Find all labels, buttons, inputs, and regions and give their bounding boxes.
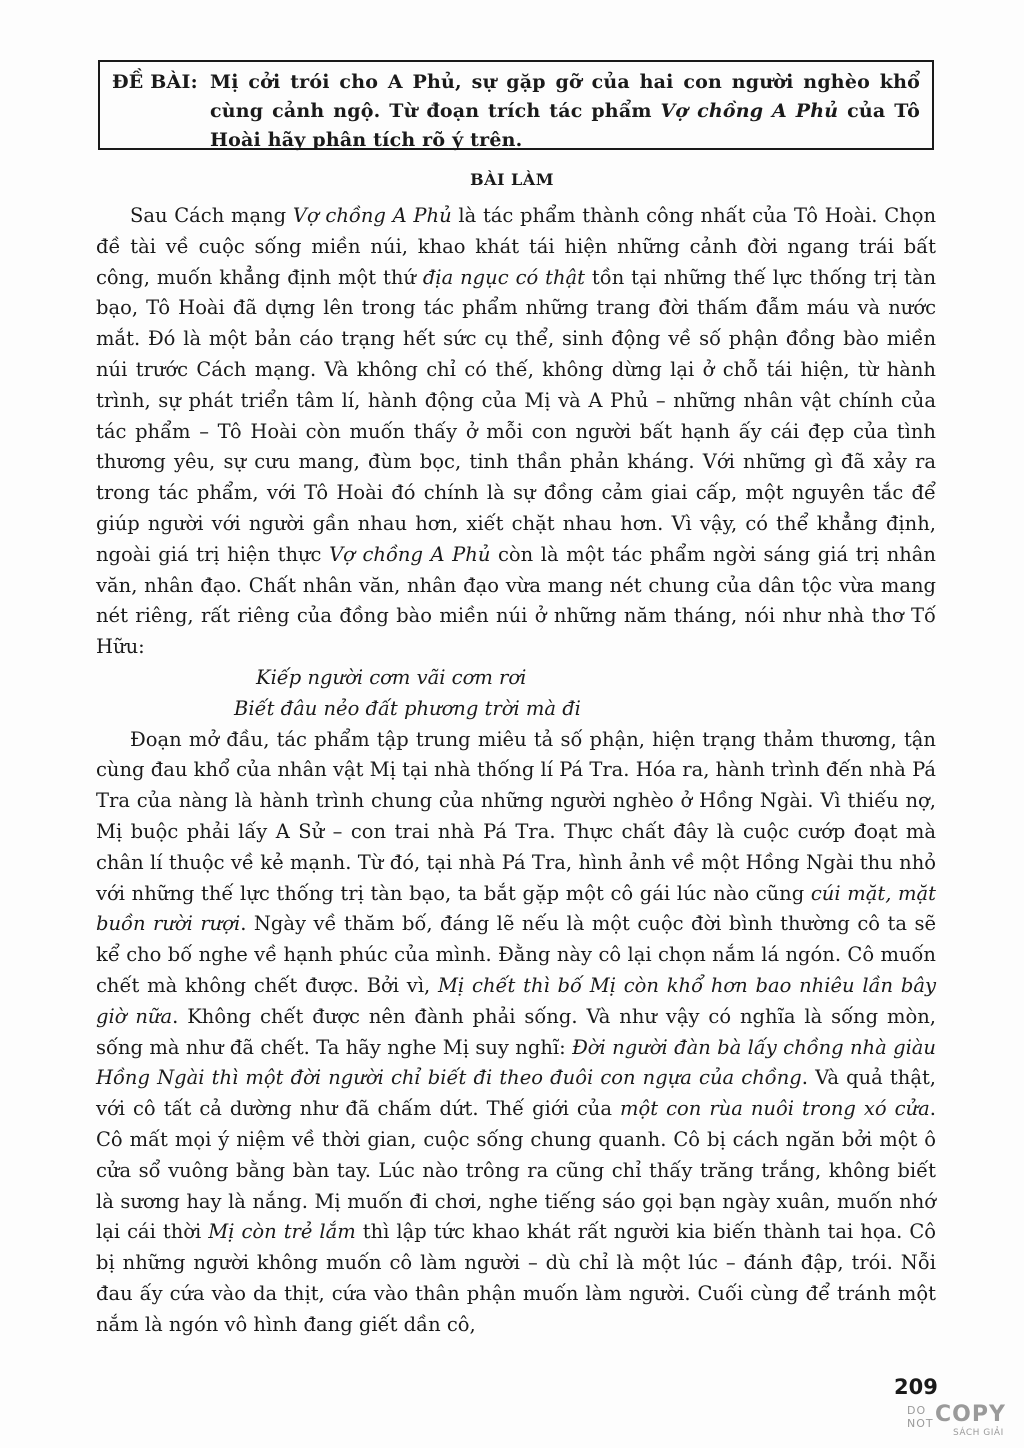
italic-run: Mị chết thì bố Mị còn khổ hơn bao nhiêu lần bây giờ nữa xyxy=(96,973,936,1028)
italic-run: cúi mặt, mặt buồn rười rượi xyxy=(96,881,936,936)
essay-heading: BÀI LÀM xyxy=(470,170,554,189)
watermark-logo xyxy=(905,1404,1015,1444)
watermark-copy: COPY xyxy=(935,1402,1006,1427)
text-run: thì lập tức khao khát rất người kia biến thành tai họa. Cô bị những người không muốn cô làm người – dù chỉ là một lúc – đánh đập, trói. Nỗi đau ấy cứa vào da thịt, cứa vào thân phận muốn làm người. Cuối cùng để tránh một nắm là ngón vô hình đang giết dần cô, xyxy=(96,1220,936,1336)
text-run: tồn tại những thế lực thống trị tàn bạo, Tô Hoài đã dựng lên trong tác phẩm những trang đời thấm đẫm máu và nước mắt. Đó là một bản cáo trạng hết sức cụ thể, sinh động về số phận đồng bào miền núi trước Cách mạng. Và không chỉ có thế, không dừng lại ở chỗ tái hiện, từ hành trình, sự phát triển tâm lí, hành động của Mị và A Phủ – những nhân vật chính của tác phẩm – Tô Hoài còn muốn thấy ở mỗi con người bất hạnh ấy cái đẹp của tình thương yêu, sự cưu mang, đùm bọc, tinh thần phản kháng. Với những gì đã xảy ra trong tác phẩm, với Tô Hoài đó chính là sự đồng cảm giai cấp, một nguyên tắc để giúp người với người gần nhau hơn, xiết chặt nhau hơn. Vì vậy, có thể khẳng định, ngoài giá trị hiện thực xyxy=(96,265,937,566)
watermark-brand: SÁCH GIẢI xyxy=(953,1428,1004,1438)
assignment-work-title: Vợ chồng A Phủ xyxy=(660,100,839,122)
page-number: 209 xyxy=(894,1375,938,1399)
text-run: Sau Cách mạng xyxy=(130,204,293,227)
text-run: . Cô mất mọi ý niệm về thời gian, cuộc sống chung quanh. Cô bị cách ngăn bởi một ô cửa sổ vuông bằng bàn tay. Lúc nào trông ra cũng chỉ thấy trăng trắng, không biết là sương hay là nắng. Mị muốn đi chơi, nghe tiếng sáo gọi bạn ngày xuân, muốn nhớ lại cái thời xyxy=(96,1097,936,1244)
text-run: là tác phẩm thành công nhất của Tô Hoài. Chọn đề tài về cuộc sống miền núi, khao khát tái hiện những cảnh đời ngang trái bất công, muốn khẳng định một thứ xyxy=(96,204,937,289)
italic-run: Vợ chồng A Phủ xyxy=(292,204,452,227)
watermark-not: NOT xyxy=(907,1417,934,1430)
text-run: . Ngày về thăm bố, đáng lẽ nếu là một cuộc đời bình thường cô ta sẽ kể cho bố nghe về hạnh phúc của mình. Đằng này cô lại chọn nắm lá ngón. Cô muốn chết mà không chết được. Bởi vì, xyxy=(96,912,936,997)
assignment-box xyxy=(98,60,934,150)
text-run: Đoạn mở đầu, tác phẩm tập trung miêu tả số phận, hiện trạng thảm thương, tận cùng đau khổ của nhân vật Mị tại nhà thống lí Pá Tra. Hóa ra, hành trình đến nhà Pá Tra của nàng là hành trình chung của những người nghèo ở Hồng Ngài. Vì thiếu nợ, Mị buộc phải lấy A Sử – con trai nhà Pá Tra. Thực chất đây là cuộc cướp đoạt mà chân lí thuộc về kẻ mạnh. Từ đó, tại nhà Pá Tra, hình ảnh về một Hồng Ngài thu nhỏ với những thế lực thống trị tàn bạo, ta bắt gặp một cô gái lúc nào cũng xyxy=(96,727,936,905)
verse-line-2: Biết đâu nẻo đất phương trời mà đi xyxy=(234,696,581,720)
italic-run: Mị còn trẻ lắm xyxy=(208,1220,356,1244)
essay-body xyxy=(96,201,936,1340)
assignment-text-part-2: của Tô Hoài hãy phân tích rõ ý trên. xyxy=(210,100,920,151)
italic-run: Vợ chồng A Phủ xyxy=(329,542,491,566)
text-run: . Không chết được nên đành phải sống. Và như vậy có nghĩa là sống mòn, sống mà như đã chết. Ta hãy nghe Mị suy nghĩ: xyxy=(96,1004,936,1059)
assignment-label: ĐỀ BÀI: xyxy=(112,71,198,93)
assignment-text xyxy=(210,68,920,155)
paragraph-analysis xyxy=(96,725,936,1341)
italic-run: Đời người đàn bà lấy chồng nhà giàu Hồng Ngài thì một đời người chỉ biết đi theo đuôi con ngựa của chồng xyxy=(96,1035,936,1090)
text-run: . Và quả thật, với cô tất cả dường như đã chấm dứt. Thế giới của xyxy=(96,1066,936,1121)
italic-run: địa ngục có thật xyxy=(422,265,586,289)
assignment-text-part-1: Mị cởi trói cho A Phủ, sự gặp gỡ của hai con người nghèo khổ cùng cảnh ngộ. Từ đoạn trích tác phẩm xyxy=(210,71,920,122)
paragraph-intro xyxy=(96,201,936,663)
text-run: còn là một tác phẩm ngời sáng giá trị nhân văn, nhân đạo. Chất nhân văn, nhân đạo vừa mang nét chung của dân tộc vừa mang nét riêng, rất riêng của đồng bào miền núi ở những năm tháng, nói như nhà thơ Tố Hữu: xyxy=(96,542,936,659)
watermark-do: DO xyxy=(907,1404,927,1417)
verse-line-1: Kiếp người cơm vãi cơm rơi xyxy=(256,665,527,689)
italic-run: một con rùa nuôi trong xó cửa xyxy=(620,1097,930,1121)
